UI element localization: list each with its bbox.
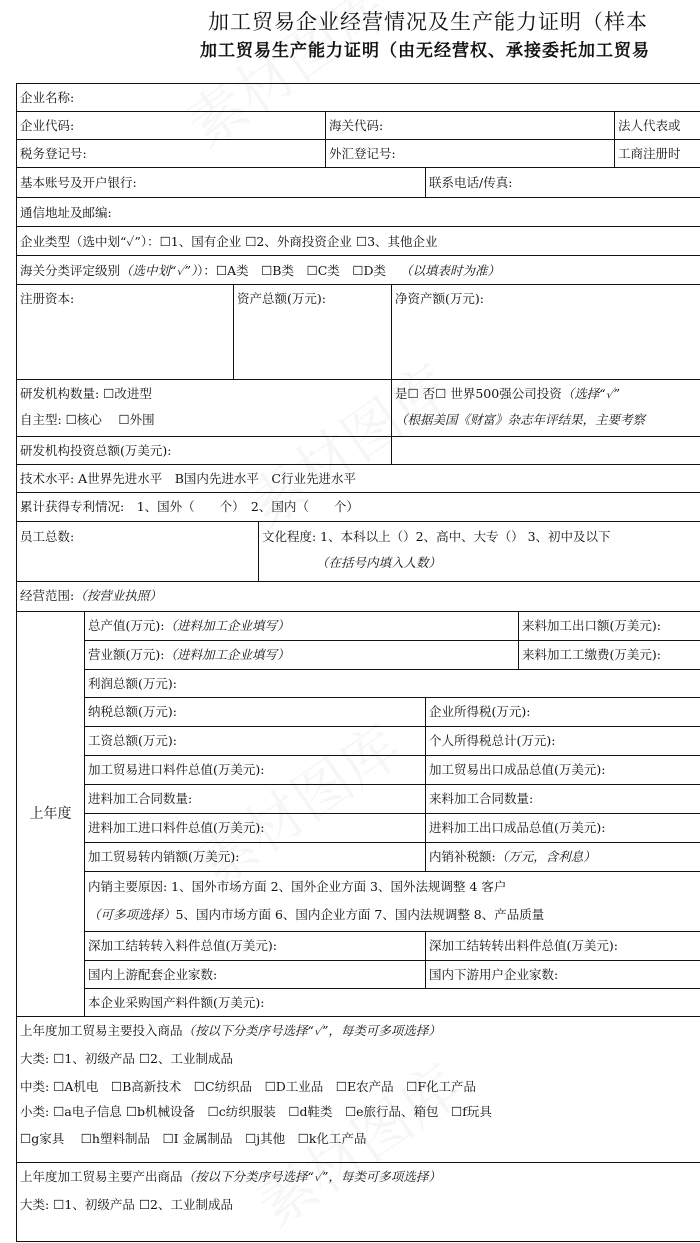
legal-rep-field[interactable]: 法人代表或 [614, 111, 700, 140]
forex-reg-field[interactable]: 外汇登记号: [325, 139, 615, 168]
rd-investment-field[interactable]: 研发机构投资总额(万美元): [16, 436, 392, 465]
fortune500-note: （根据美国《财富》杂志年评结果，主要考察 [395, 412, 646, 427]
registered-capital-field[interactable]: 注册资本: [16, 284, 234, 380]
business-scope-row[interactable] [16, 581, 700, 612]
customs-code-field[interactable]: 海关代码: [325, 111, 615, 140]
in-export-field[interactable]: 进料加工出口成品总值(万美元): [425, 813, 700, 843]
inputs-minor-row-1[interactable]: 小类: ☐a电子信息 ☐b机械设备 ☐c纺织服装 ☐d鞋类 ☐e旅行品、箱包 ☐f玩具 [20, 1104, 492, 1119]
inputs-middle-row[interactable]: 中类: ☐A机电 ☐B高新技术 ☐C纺织品 ☐D工业品 ☐E农产品 ☐F化工产品 [20, 1079, 477, 1094]
customs-class-label: 海关分类评定级别 [20, 263, 121, 278]
outputs-header-note: （按以下分类序号选择“✓”，每类可多项选择） [182, 1169, 441, 1184]
tech-level-row[interactable]: 技术水平: A世界先进水平 B国内先进水平 C行业先进水平 [16, 464, 700, 493]
deep-out-field[interactable]: 深加工结转转出料件总值(万美元): [425, 931, 700, 961]
scope-note: （按营业执照） [74, 588, 162, 603]
outputs-major-row[interactable]: 大类: ☐1、初级产品 ☐2、工业制成品 [20, 1197, 233, 1212]
outputs-section [16, 1162, 700, 1242]
reasons-line-2[interactable]: 5、国内市场方面 6、国内企业方面 7、国内法规调整 8、产品质量 [175, 907, 545, 922]
wages-field[interactable]: 工资总额(万元): [84, 726, 426, 756]
total-assets-field[interactable]: 资产总额(万元): [233, 284, 392, 380]
inputs-section [16, 1016, 700, 1163]
independent-type-label[interactable]: 自主型: ☐核心 ☐外围 [20, 412, 155, 427]
domestic-sales-field[interactable]: 加工贸易转内销额(万美元): [84, 842, 426, 872]
downstream-field[interactable]: 国内下游用户企业家数: [425, 960, 700, 989]
output-value-label: 总产值(万元): [88, 618, 165, 633]
tax-reg-field[interactable]: 税务登记号: [16, 139, 326, 168]
net-assets-field[interactable]: 净资产额(万元): [391, 284, 700, 380]
outputs-header: 上年度加工贸易主要产出商品 [20, 1169, 183, 1184]
profit-field[interactable]: 利润总额(万元): [84, 669, 700, 698]
fortune500-label[interactable]: 是☐ 否☐ 世界500强公司投资 [395, 386, 562, 401]
business-reg-field[interactable]: 工商注册时 [614, 139, 700, 168]
education-field[interactable] [258, 521, 700, 582]
domestic-reasons-field[interactable] [84, 871, 700, 932]
corp-tax-field[interactable]: 企业所得税(万元): [425, 697, 700, 727]
upstream-field[interactable]: 国内上游配套企业家数: [84, 960, 426, 989]
inputs-major-row[interactable]: 大类: ☐1、初级产品 ☐2、工业制成品 [20, 1051, 233, 1066]
customs-class-hint: （选中划“✓”） [120, 263, 198, 278]
personal-tax-field[interactable]: 个人所得税总计(万元): [425, 726, 700, 756]
fortune500-hint: （选择“✓” [561, 386, 621, 401]
scope-label: 经营范围: [20, 588, 75, 603]
domestic-tax-field[interactable] [425, 842, 700, 872]
education-label[interactable]: 文化程度: 1、本科以上（）2、高中、大专（） 3、初中及以下 [262, 529, 611, 544]
phone-fax-field[interactable]: 联系电话/传真: [425, 167, 700, 198]
output-value-field[interactable] [84, 611, 519, 641]
contracts-in-field[interactable]: 进料加工合同数量: [84, 784, 426, 814]
inputs-header: 上年度加工贸易主要投入商品 [20, 1023, 183, 1038]
page-title: 加工贸易企业经营情况及生产能力证明（样本 [208, 10, 648, 34]
reasons-line-1[interactable]: 内销主要原因: 1、国外市场方面 2、国外企业方面 3、国外法规调整 4 客户 [88, 879, 507, 894]
in-import-field[interactable]: 进料加工进口料件总值(万美元): [84, 813, 426, 843]
inputs-header-note: （按以下分类序号选择“✓”，每类可多项选择） [182, 1023, 441, 1038]
company-name-field[interactable]: 企业名称: [16, 83, 700, 112]
prev-year-label: 上年度 [16, 611, 85, 1017]
processing-export-field[interactable]: 来料加工出口额(万美元): [518, 611, 700, 641]
output-value-note: （进料加工企业填写） [164, 618, 290, 633]
fortune500-field[interactable] [391, 379, 700, 437]
processing-fee-field[interactable]: 来料加工工缴费(万美元): [518, 640, 700, 670]
rd-count-label[interactable]: 研发机构数量: ☐改进型 [20, 386, 152, 401]
revenue-note: （进料加工企业填写） [164, 647, 290, 662]
customs-class-row[interactable] [16, 255, 700, 285]
page-subtitle: 加工贸易生产能力证明（由无经营权、承接委托加工贸易 [200, 41, 650, 61]
domestic-tax-note: （万元，含利息） [495, 849, 596, 864]
domestic-tax-label: 内销补税额: [429, 849, 496, 864]
customs-class-options[interactable]: ）：☐A类 ☐B类 ☐C类 ☐D类 [197, 263, 386, 278]
education-note: （在括号内填入人数） [316, 555, 442, 570]
domestic-purchase-field[interactable]: 本企业采购国产料件额(万美元): [84, 988, 700, 1017]
enterprise-type-row[interactable]: 企业类型（选中划“✓”）：☐1、国有企业 ☐2、外商投资企业 ☐3、其他企业 [16, 226, 700, 256]
address-field[interactable]: 通信地址及邮编: [16, 197, 700, 227]
export-total-field[interactable]: 加工贸易出口成品总值(万美元): [425, 755, 700, 785]
revenue-field[interactable] [84, 640, 519, 670]
rd-institution-field[interactable] [16, 379, 392, 437]
revenue-label: 营业额(万元): [88, 647, 165, 662]
import-total-field[interactable]: 加工贸易进口料件总值(万美元): [84, 755, 426, 785]
patents-row[interactable]: 累计获得专利情况: 1、国外（ 个） 2、国内（ 个） [16, 492, 700, 522]
customs-class-note: （以填表时为准） [399, 263, 500, 278]
inputs-minor-row-2[interactable]: ☐g家具 ☐h塑料制品 ☐I 金属制品 ☐j其他 ☐k化工产品 [20, 1131, 367, 1146]
deep-in-field[interactable]: 深加工结转转入料件总值(万美元): [84, 931, 426, 961]
tax-total-field[interactable]: 纳税总额(万元): [84, 697, 426, 727]
company-code-field[interactable]: 企业代码: [16, 111, 326, 140]
contracts-out-field[interactable]: 来料加工合同数量: [425, 784, 700, 814]
bank-account-field[interactable]: 基本账号及开户银行: [16, 167, 426, 198]
employees-field[interactable]: 员工总数: [16, 521, 259, 582]
reasons-note: （可多项选择） [88, 907, 176, 922]
